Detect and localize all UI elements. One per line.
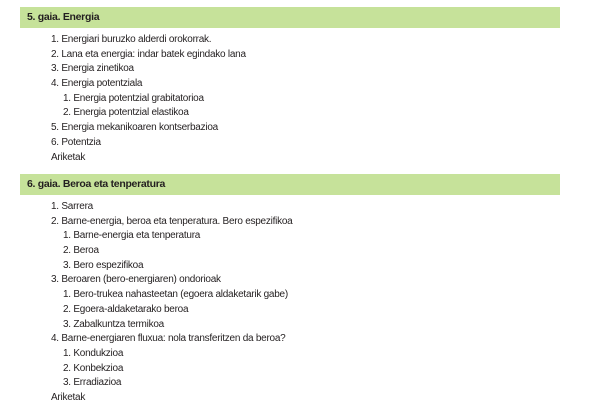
toc-subitem: 1. Barne-energia eta tenperatura: [63, 230, 201, 242]
toc-subitem: 2. Energia potentzial elastikoa: [63, 107, 189, 119]
toc-item: 2. Lana eta energia: indar batek egindako lana: [51, 48, 246, 60]
toc-item: 3. Beroaren (bero-energiaren) ondorioak: [51, 274, 221, 286]
toc-subitem: 3. Zabalkuntza termikoa: [63, 318, 164, 330]
section-gaia-5: [20, 7, 560, 165]
toc-subitem: 3. Erradiazioa: [63, 377, 122, 389]
toc-item: 4. Energia potentziala: [51, 78, 143, 90]
toc-subitem: 1. Energia potentzial grabitatorioa: [63, 92, 204, 104]
section-title: 5. gaia. Energia: [20, 7, 560, 28]
toc-list: [20, 200, 560, 406]
toc-item: Ariketak: [51, 391, 86, 403]
toc-subitem: 2. Konbekzioa: [63, 362, 124, 374]
section-title: 6. gaia. Beroa eta tenperatura: [20, 174, 560, 195]
toc-item: 1. Energiari buruzko alderdi orokorrak.: [51, 34, 212, 45]
toc-item: 2. Barne-energia, beroa eta tenperatura. Bero espezifikoa: [51, 215, 293, 227]
toc-item: 6. Potentzia: [51, 136, 101, 148]
section-gaia-6: [20, 174, 560, 406]
toc-subitem: 2. Beroa: [63, 245, 99, 257]
toc-item: 5. Energia mekanikoaren kontserbazioa: [51, 122, 218, 134]
toc-subitem: 1. Bero-trukea nahasteetan (egoera aldaketarik gabe): [63, 289, 288, 301]
toc-item: 1. Sarrera: [51, 201, 93, 212]
toc-item: 3. Energia zinetikoa: [51, 63, 134, 75]
toc-subitem: 1. Kondukzioa: [63, 347, 124, 359]
toc-list: [20, 33, 560, 165]
toc-subitem: 3. Bero espezifikoa: [63, 259, 144, 271]
toc-item: Ariketak: [51, 151, 86, 163]
toc-subitem: 2. Egoera-aldaketarako beroa: [63, 303, 189, 315]
toc-item: 4. Barne-energiaren fluxua: nola transferitzen da beroa?: [51, 333, 286, 345]
